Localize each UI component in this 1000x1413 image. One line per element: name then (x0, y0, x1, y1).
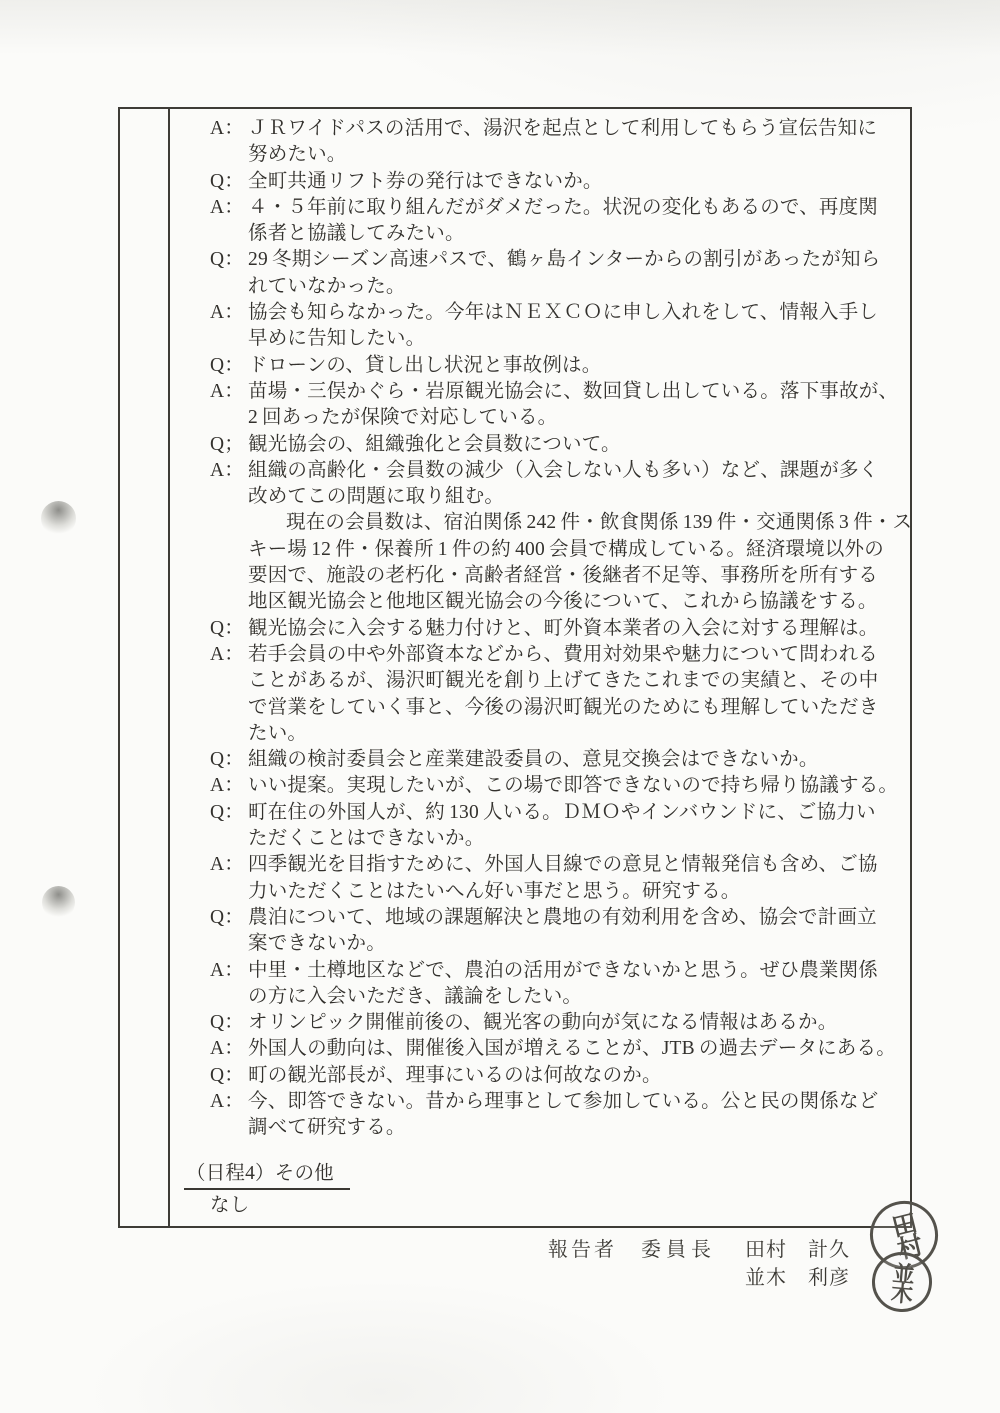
name-seal-namiki: 並木 (869, 1249, 934, 1314)
qa-item-q-18 (210, 1010, 910, 1036)
qa-line (210, 589, 910, 615)
qa-text: 地区観光協会と他地区観光協会の今後について、これから協議をする。 (248, 591, 878, 613)
qa-speaker-label: Q： (210, 749, 244, 771)
reporter-label: 報告者 (548, 1239, 617, 1261)
qa-line (210, 852, 910, 878)
qa-line (210, 1089, 910, 1115)
qa-text: いい提案。実現したいが、この場で即答できないので持ち帰り協議する。 (248, 775, 899, 797)
qa-line (210, 642, 910, 668)
qa-speaker-label: A： (210, 196, 244, 218)
qa-line (210, 721, 910, 747)
qa-speaker-label: Q： (210, 354, 244, 376)
qa-speaker-label: Q： (210, 249, 244, 271)
qa-text: 努めたい。 (248, 144, 347, 166)
qa-item-q-20 (210, 1063, 910, 1089)
qa-line (210, 405, 910, 431)
qa-speaker-label: A： (210, 302, 244, 324)
qa-text: で営業をしていく事と、今後の湯沢町観光のためにも理解していただき (248, 696, 879, 718)
qa-text: ＪＲワイドパスの活用で、湯沢を起点として利用してもらう宣伝告知に (248, 118, 878, 139)
qa-text: 町の観光部長が、理事にいるのは何故なのか。 (248, 1064, 662, 1086)
closing-heading (184, 1161, 910, 1190)
qa-text: 観光協会の、組織強化と会員数について。 (248, 433, 621, 455)
qa-text: 組織の高齢化・会員数の減少（入会しない人も多い）など、課題が多く (248, 459, 879, 481)
qa-line (210, 300, 910, 326)
qa-text: の方に入会いただき、議論をしたい。 (248, 985, 583, 1007)
qa-text: 改めてこの問題に取り組む。 (248, 486, 505, 508)
qa-item-a-17 (210, 958, 910, 1011)
qa-line (210, 563, 910, 589)
name-seal-tamura: 田村 (863, 1194, 945, 1276)
qa-text: 中里・土樽地区などで、農泊の活用ができないかと思う。ぜひ農業関係 (248, 959, 879, 981)
qa-text: オリンピック開催前後の、観光客の動向が気になる情報はあるか。 (248, 1012, 838, 1034)
qa-speaker-label: A： (210, 118, 244, 139)
qa-speaker-label: Q： (210, 906, 244, 928)
qa-speaker-label: A： (210, 380, 244, 402)
chairman-role-label: 委 員 長 (641, 1239, 711, 1261)
qa-speaker-label: Q； (210, 433, 244, 455)
qa-text: 若手会員の中や外部資本などから、費用対効果や魅力について問われる (248, 643, 879, 665)
qa-line (210, 931, 910, 957)
qa-item-a-2 (210, 195, 910, 248)
qa-line (210, 668, 910, 694)
qa-text: 力いただくことはたいへん好い事だと思う。研究する。 (248, 880, 741, 902)
signature-name-2: 並木 利彦 (745, 1267, 850, 1289)
qa-line (210, 169, 910, 195)
qa-text: 四季観光を目指すために、外国人目線での意見と情報発信も含め、ご協 (248, 854, 878, 876)
closing-heading-text: （日程4）その他 (184, 1161, 350, 1190)
qa-item-a-21 (210, 1089, 910, 1142)
qa-text: 今、即答できない。昔から理事として参加している。公と民の関係など (248, 1090, 879, 1112)
qa-line (210, 616, 910, 642)
qa-text: 外国人の動向は、開催後入国が増えることが、JTB の過去データにある。 (248, 1038, 896, 1060)
qa-item-q-1 (210, 169, 910, 195)
qa-line (210, 984, 910, 1010)
qa-item-q-10 (210, 616, 910, 642)
qa-item-a-0 (210, 116, 910, 169)
qa-item-a-8 (210, 458, 910, 511)
qa-item-q-16 (210, 905, 910, 958)
qa-text: たい。 (248, 722, 308, 744)
qa-item-a-15 (210, 852, 910, 905)
qa-content-area (170, 109, 913, 1226)
qa-text: 協会も知らなかった。今年はＮＥＸＣＯに申し入れをして、情報入手し (248, 302, 879, 324)
qa-line (210, 773, 910, 799)
qa-line (210, 274, 910, 300)
qa-line (210, 510, 913, 536)
qa-speaker-label: Q： (210, 1012, 244, 1034)
qa-speaker-label: A： (210, 775, 244, 797)
qa-line (210, 1115, 910, 1141)
qa-line (210, 879, 910, 905)
qa-line (210, 142, 910, 168)
qa-item-q-12 (210, 747, 910, 773)
minutes-table (118, 107, 912, 1228)
qa-item-a-4 (210, 300, 910, 353)
qa-speaker-label: A： (210, 959, 244, 981)
qa-line (210, 195, 910, 221)
qa-speaker-label: A： (210, 854, 244, 876)
qa-text: 要因で、施設の老朽化・高齢者経営・後継者不足等、事務所を所有する (248, 565, 879, 587)
qa-line (210, 432, 910, 458)
signature-block (548, 1236, 850, 1292)
qa-text: ただくことはできないか。 (248, 828, 485, 850)
qa-text: 29 冬期シーズン高速パスで、鶴ヶ島インターからの割引があったが知ら (248, 249, 881, 271)
qa-line (210, 1036, 910, 1062)
qa-speaker-label: Q： (210, 801, 244, 823)
qa-text: 案できないか。 (248, 933, 386, 955)
qa-text: キー場 12 件・保養所 1 件の約 400 会員で構成している。経済環境以外の (248, 538, 884, 560)
qa-text: れていなかった。 (248, 275, 406, 297)
qa-line (210, 247, 910, 273)
qa-text: ことがあるが、湯沢町観光を創り上げてきたこれまでの実績と、その中 (248, 670, 879, 692)
qa-text: 調べて研究する。 (248, 1117, 406, 1139)
qa-line (210, 800, 910, 826)
qa-text: 観光協会に入会する魅力付けと、町外資本業者の入会に対する理解は。 (248, 617, 879, 639)
qa-text: 2 回あったが保険で対応している。 (248, 407, 558, 429)
qa-speaker-label: Q： (210, 1064, 244, 1086)
qa-item-a-11 (210, 642, 910, 747)
qa-text: 町在住の外国人が、約 130 人いる。ＤＭＯやインバウンドに、ご協力い (248, 801, 876, 823)
qa-text: ドローンの、貸し出し状況と事故例は。 (248, 354, 602, 376)
qa-text: 組織の検討委員会と産業建設委員の、意見交換会はできないか。 (248, 749, 819, 771)
qa-text: 係者と協議してみたい。 (248, 223, 465, 245)
qa-paragraph-9 (210, 510, 913, 615)
qa-list (210, 116, 913, 1142)
qa-speaker-label: Q： (210, 170, 244, 192)
qa-item-q-14 (210, 800, 910, 853)
qa-text: 全町共通リフト券の発行はできないか。 (248, 170, 603, 192)
qa-item-a-19 (210, 1036, 910, 1062)
qa-item-a-6 (210, 379, 910, 432)
table-side-column (120, 109, 170, 1226)
qa-text: 現在の会員数は、宿泊関係 242 件・飲食関係 139 件・交通関係 3 件・ス (286, 512, 913, 534)
qa-line (210, 458, 910, 484)
qa-line (210, 695, 910, 721)
qa-item-a-13 (210, 773, 910, 799)
qa-line (210, 826, 910, 852)
qa-line (210, 379, 910, 405)
qa-speaker-label: A： (210, 643, 244, 665)
qa-item-q-7 (210, 432, 910, 458)
qa-text: 早めに告知したい。 (248, 328, 426, 350)
qa-item-q-5 (210, 353, 910, 379)
qa-text: ４・５年前に取り組んだがダメだった。状況の変化もあるので、再度関 (248, 196, 879, 218)
qa-line (210, 353, 910, 379)
qa-line (210, 116, 910, 142)
qa-item-q-3 (210, 247, 910, 300)
qa-line (210, 905, 910, 931)
qa-speaker-label: A： (210, 1038, 244, 1060)
closing-body: なし (210, 1194, 250, 1216)
closing-section (186, 1161, 910, 1220)
qa-line (210, 958, 910, 984)
punch-hole-top (41, 501, 76, 536)
qa-speaker-label: Q： (210, 617, 244, 639)
qa-line (210, 1010, 910, 1036)
signature-names (745, 1236, 850, 1292)
qa-speaker-label: A： (210, 459, 244, 481)
qa-speaker-label: A： (210, 1090, 244, 1112)
punch-hole-bottom (42, 886, 75, 919)
qa-line (210, 326, 910, 352)
qa-text: 農泊について、地域の課題解決と農地の有効利用を含め、協会で計画立 (248, 906, 877, 928)
qa-line (210, 1063, 910, 1089)
signature-name-1: 田村 計久 (745, 1239, 850, 1261)
qa-line (210, 484, 910, 510)
qa-text: 苗場・三俣かぐら・岩原観光協会に、数回貸し出している。落下事故が、 (248, 380, 899, 402)
qa-line (210, 221, 910, 247)
qa-line (210, 747, 910, 773)
qa-line (210, 537, 910, 563)
